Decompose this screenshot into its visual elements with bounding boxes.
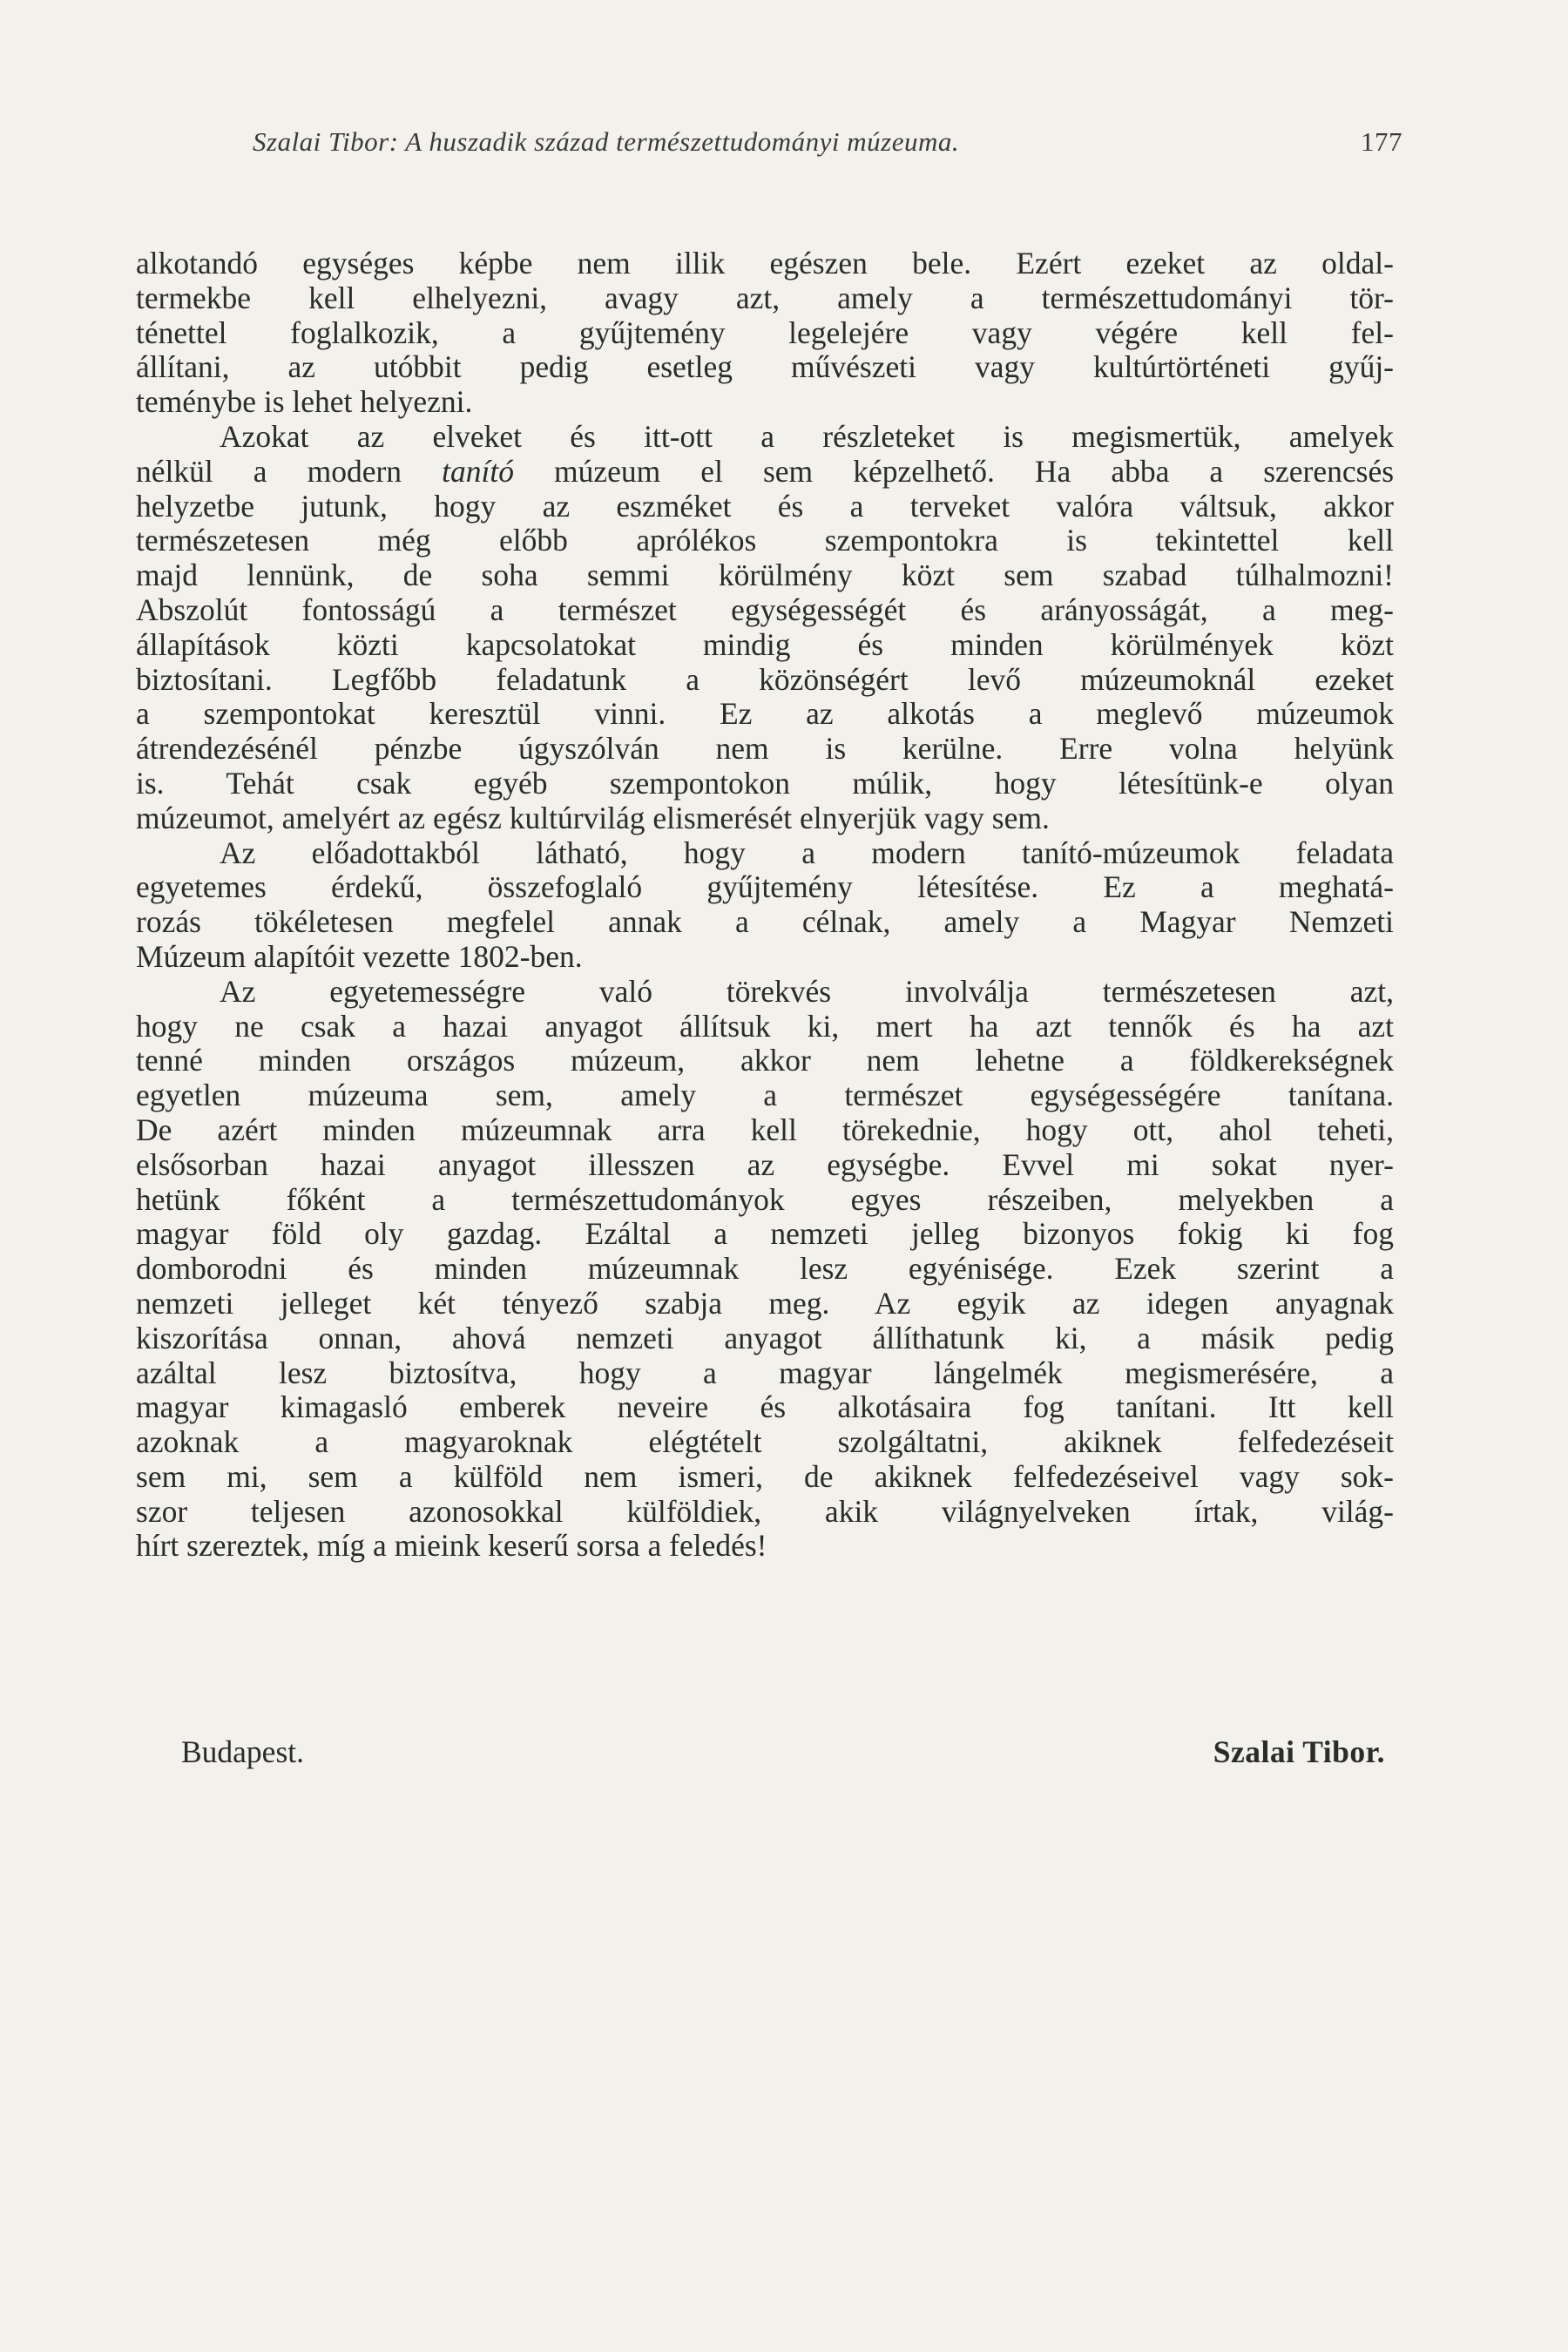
text-line: termekbe kell elhelyezni, avagy azt, amely a természettudományi tör- bbox=[136, 280, 1394, 315]
text-line: szor teljesen azonosokkal külföldiek, akik világnyelveken írtak, világ- bbox=[136, 1493, 1394, 1529]
text-line: magyar kimagasló emberek neveire és alkotásaira fog tanítani. Itt kell bbox=[136, 1389, 1394, 1425]
emphasized-word: tanító bbox=[442, 453, 514, 489]
article-body bbox=[136, 247, 1394, 1564]
text-line: alkotandó egységes képbe nem illik egészen bele. Ezért ezeket az oldal- bbox=[136, 246, 1394, 280]
text-line: állapítások közti kapcsolatokat mindig és minden körülmények közt bbox=[136, 626, 1394, 662]
text-line: hogy ne csak a hazai anyagot állítsuk ki, mert ha azt tennők és ha azt bbox=[136, 1008, 1394, 1044]
text-fragment: múzeum el sem képzelhető. Ha abba a szerencsés bbox=[554, 453, 1395, 489]
running-title: Szalai Tibor: A huszadik század természettudományi múzeuma. bbox=[253, 126, 960, 157]
text-line: a szempontokat keresztül vinni. Ez az alkotás a meglevő múzeumok bbox=[136, 696, 1394, 732]
text-line: magyar föld oly gazdag. Ezáltal a nemzeti jelleg bizonyos fokig ki fog bbox=[136, 1216, 1394, 1252]
text-line: majd lennünk, de soha semmi körülmény közt sem szabad túlhalmozni! bbox=[136, 558, 1394, 593]
text-line: De azért minden múzeumnak arra kell törekednie, hogy ott, ahol teheti, bbox=[136, 1112, 1394, 1147]
text-line: azoknak a magyaroknak elégtételt szolgáltatni, akiknek felfedezéseit bbox=[136, 1424, 1394, 1460]
text-line: átrendezésénél pénzbe úgyszólván nem is kerülne. Erre volna helyünk bbox=[136, 731, 1394, 767]
text-line: Az egyetemességre való törekvés involválja természetesen azt, bbox=[220, 973, 1394, 1009]
text-line: Azokat az elveket és itt-ott a részleteket is megismertük, amelyek bbox=[220, 418, 1394, 454]
text-line: teménybe is lehet helyezni. bbox=[136, 384, 473, 420]
text-line: is. Tehát csak egyéb szempontokon múlik, hogy létesítünk-e olyan bbox=[136, 765, 1394, 801]
page-number: 177 bbox=[1361, 126, 1402, 157]
text-line: Abszolút fontosságú a természet egységességét és arányosságát, a meg- bbox=[136, 591, 1394, 627]
text-line: elsősorban hazai anyagot illesszen az egységbe. Evvel mi sokat nyer- bbox=[136, 1146, 1394, 1182]
text-line: Az előadottakból látható, hogy a modern tanító-múzeumok feladata bbox=[220, 835, 1394, 870]
text-fragment: nélkül a modern bbox=[136, 453, 402, 489]
text-line: biztosítani. Legfőbb feladatunk a közönségért levő múzeumoknál ezeket bbox=[136, 661, 1394, 697]
text-line: helyzetbe jutunk, hogy az eszméket és a terveket valóra váltsuk, akkor bbox=[136, 488, 1394, 524]
text-line: azáltal lesz biztosítva, hogy a magyar lángelmék megismerésére, a bbox=[136, 1355, 1394, 1390]
text-line: kiszorítása onnan, ahová nemzeti anyagot állíthatunk ki, a másik pedig bbox=[136, 1320, 1394, 1355]
text-line: sem mi, sem a külföld nem ismeri, de akiknek felfedezéseivel vagy sok- bbox=[136, 1458, 1394, 1494]
text-line: egyetlen múzeuma sem, amely a természet egységességére tanítana. bbox=[136, 1078, 1394, 1113]
text-line: rozás tökéletesen megfelel annak a célnak, amely a Magyar Nemzeti bbox=[136, 904, 1394, 940]
text-line: természetesen még előbb aprólékos szempontokra is tekintettel kell bbox=[136, 523, 1394, 558]
author-signature: Szalai Tibor. bbox=[1213, 1734, 1385, 1769]
text-line: tenné minden országos múzeum, akkor nem lehetne a földkerekségnek bbox=[136, 1043, 1394, 1078]
text-line-with-emphasis bbox=[136, 455, 1394, 490]
text-line: múzeumot, amelyért az egész kultúrvilág elismerését elnyerjük vagy sem. bbox=[136, 800, 1050, 835]
text-line: nemzeti jelleget két tényező szabja meg. Az egyik az idegen anyagnak bbox=[136, 1285, 1394, 1321]
text-line: hírt szereztek, míg a mieink keserű sorsa a feledés! bbox=[136, 1528, 767, 1564]
text-line: egyetemes érdekű, összefoglaló gyűjtemény létesítése. Ez a meghatá- bbox=[136, 869, 1394, 905]
text-line: Múzeum alapítóit vezette 1802-ben. bbox=[136, 938, 583, 974]
running-header bbox=[253, 126, 1402, 170]
text-line: ténettel foglalkozik, a gyűjtemény legelejére vagy végére kell fel- bbox=[136, 314, 1394, 350]
signature-block bbox=[136, 1734, 1394, 1777]
text-line: hetünk főként a természettudományok egyes részeiben, melyekben a bbox=[136, 1181, 1394, 1217]
place-of-writing: Budapest. bbox=[181, 1734, 304, 1769]
text-line: domborodni és minden múzeumnak lesz egyénisége. Ezek szerint a bbox=[136, 1251, 1394, 1287]
text-line: állítani, az utóbbit pedig esetleg művészeti vagy kultúrtörténeti gyűj- bbox=[136, 349, 1394, 385]
